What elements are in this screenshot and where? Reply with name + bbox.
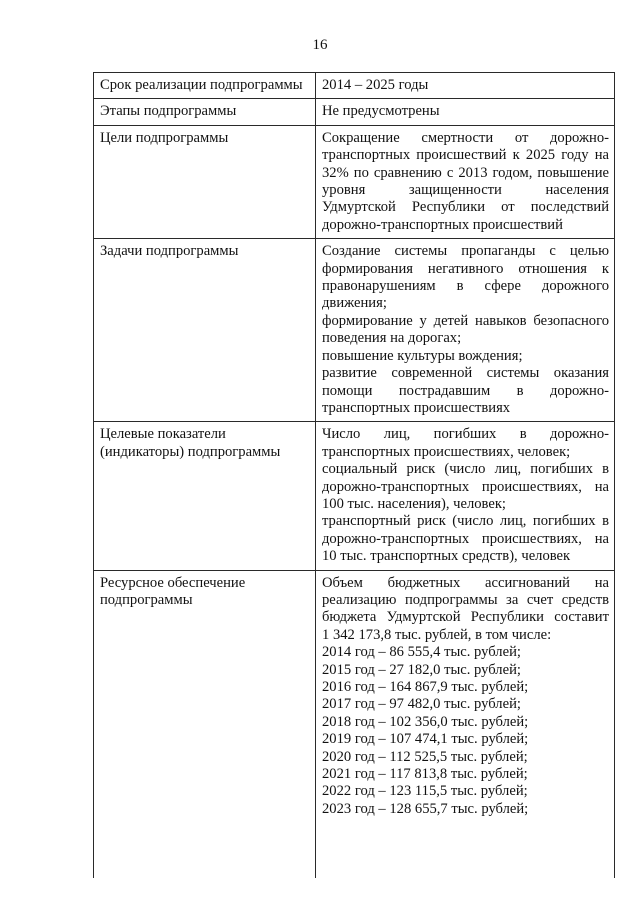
row-label-line: Задачи подпрограммы <box>100 243 239 260</box>
row-value-line: дорожно-транспортных происшествий <box>322 216 563 233</box>
row-value-line: Не предусмотрены <box>322 103 440 120</box>
row-value-line: реализацию подпрограммы за счет средств <box>322 591 609 608</box>
row-value-line: социальный риск (число лиц, погибших в <box>322 461 609 478</box>
subprogram-passport-table <box>93 72 615 878</box>
row-label-cell <box>94 239 316 422</box>
row-value-line: помощи пострадавшим в дорожно- <box>322 382 609 399</box>
row-label-line: Ресурсное обеспечение <box>100 574 246 591</box>
row-value-line: 2017 год – 97 482,0 тыс. рублей; <box>322 696 521 713</box>
row-value-line: 2014 год – 86 555,4 тыс. рублей; <box>322 644 521 661</box>
row-label-cell <box>94 73 316 99</box>
page-number: 16 <box>312 37 328 53</box>
row-value-line: бюджета Удмуртской Республики составит <box>322 609 609 626</box>
row-value-line: движения; <box>322 295 387 312</box>
row-value-line: 2022 год – 123 115,5 тыс. рублей; <box>322 783 528 800</box>
row-label-line: Срок реализации подпрограммы <box>100 77 303 93</box>
row-value-line: Сокращение смертности от дорожно- <box>322 129 609 146</box>
row-value-line: Удмуртской Республики от последствий <box>322 199 609 216</box>
row-value-cell <box>316 99 615 125</box>
row-value-line: 10 тыс. транспортных средств), человек <box>322 548 571 565</box>
row-implementation-period <box>94 73 615 99</box>
row-value-line: правонарушениям в сфере дорожного <box>322 278 609 295</box>
row-stages <box>94 99 615 125</box>
row-value-line: 2020 год – 112 525,5 тыс. рублей; <box>322 748 528 765</box>
row-value-line: дорожно-транспортных происшествиях, на <box>322 478 609 495</box>
row-tasks <box>94 239 615 422</box>
row-value-cell <box>316 570 615 878</box>
row-value-line: транспортных происшествий к 2025 году на <box>322 147 609 164</box>
row-value-line: Объем бюджетных ассигнований на <box>322 574 609 591</box>
row-value-line: транспортных происшествиях, человек; <box>322 443 571 460</box>
row-label-cell <box>94 422 316 570</box>
row-label-line: Этапы подпрограммы <box>100 103 237 120</box>
row-label-cell <box>94 125 316 238</box>
row-value-line: 100 тыс. населения), человек; <box>322 495 506 512</box>
row-value-line: 2021 год – 117 813,8 тыс. рублей; <box>322 766 528 783</box>
row-goals <box>94 125 615 238</box>
row-value-line: формирования негативного отношения к <box>322 260 609 277</box>
row-value-line: 2019 год – 107 474,1 тыс. рублей; <box>322 731 529 748</box>
row-value-line: 2018 год – 102 356,0 тыс. рублей; <box>322 713 529 730</box>
row-value-cell <box>316 73 615 99</box>
row-value-line: транспортный риск (число лиц, погибших в <box>322 513 609 530</box>
row-value-line: формирование у детей навыков безопасного <box>322 312 609 329</box>
row-label-cell <box>94 99 316 125</box>
row-value-line: дорожно-транспортных происшествиях, на <box>322 530 609 547</box>
row-value-line: транспортных происшествиях <box>322 399 511 416</box>
row-label-line: Целевые показатели <box>100 426 226 443</box>
row-label-line: (индикаторы) подпрограммы <box>100 443 281 460</box>
row-value-line: 2014 – 2025 годы <box>322 77 429 93</box>
row-value-line: 2016 год – 164 867,9 тыс. рублей; <box>322 679 529 695</box>
row-value-line: Создание системы пропаганды с целью <box>322 243 609 260</box>
row-value-line: повышение культуры вождения; <box>322 347 523 364</box>
row-value-line: 32% по сравнению с 2013 годом, повышение <box>322 164 609 181</box>
row-value-cell <box>316 239 615 422</box>
row-value-line: 2023 год – 128 655,7 тыс. рублей; <box>322 800 529 817</box>
row-value-cell <box>316 125 615 238</box>
row-value-line: развитие современной системы оказания <box>322 365 609 382</box>
row-value-line: Число лиц, погибших в дорожно- <box>322 426 609 443</box>
row-value-line: 1 342 173,8 тыс. рублей, в том числе: <box>322 626 552 643</box>
row-resource-provision <box>94 570 615 878</box>
row-target-indicators <box>94 422 615 570</box>
row-label-line: Цели подпрограммы <box>100 129 229 146</box>
row-value-line: поведения на дорогах; <box>322 330 462 347</box>
row-value-cell <box>316 422 615 570</box>
passport-table-body <box>94 73 615 879</box>
row-value-line: уровня защищенности населения <box>322 182 609 199</box>
row-value-line: 2015 год – 27 182,0 тыс. рублей; <box>322 661 521 678</box>
row-label-line: подпрограммы <box>100 591 193 608</box>
row-label-cell <box>94 570 316 878</box>
